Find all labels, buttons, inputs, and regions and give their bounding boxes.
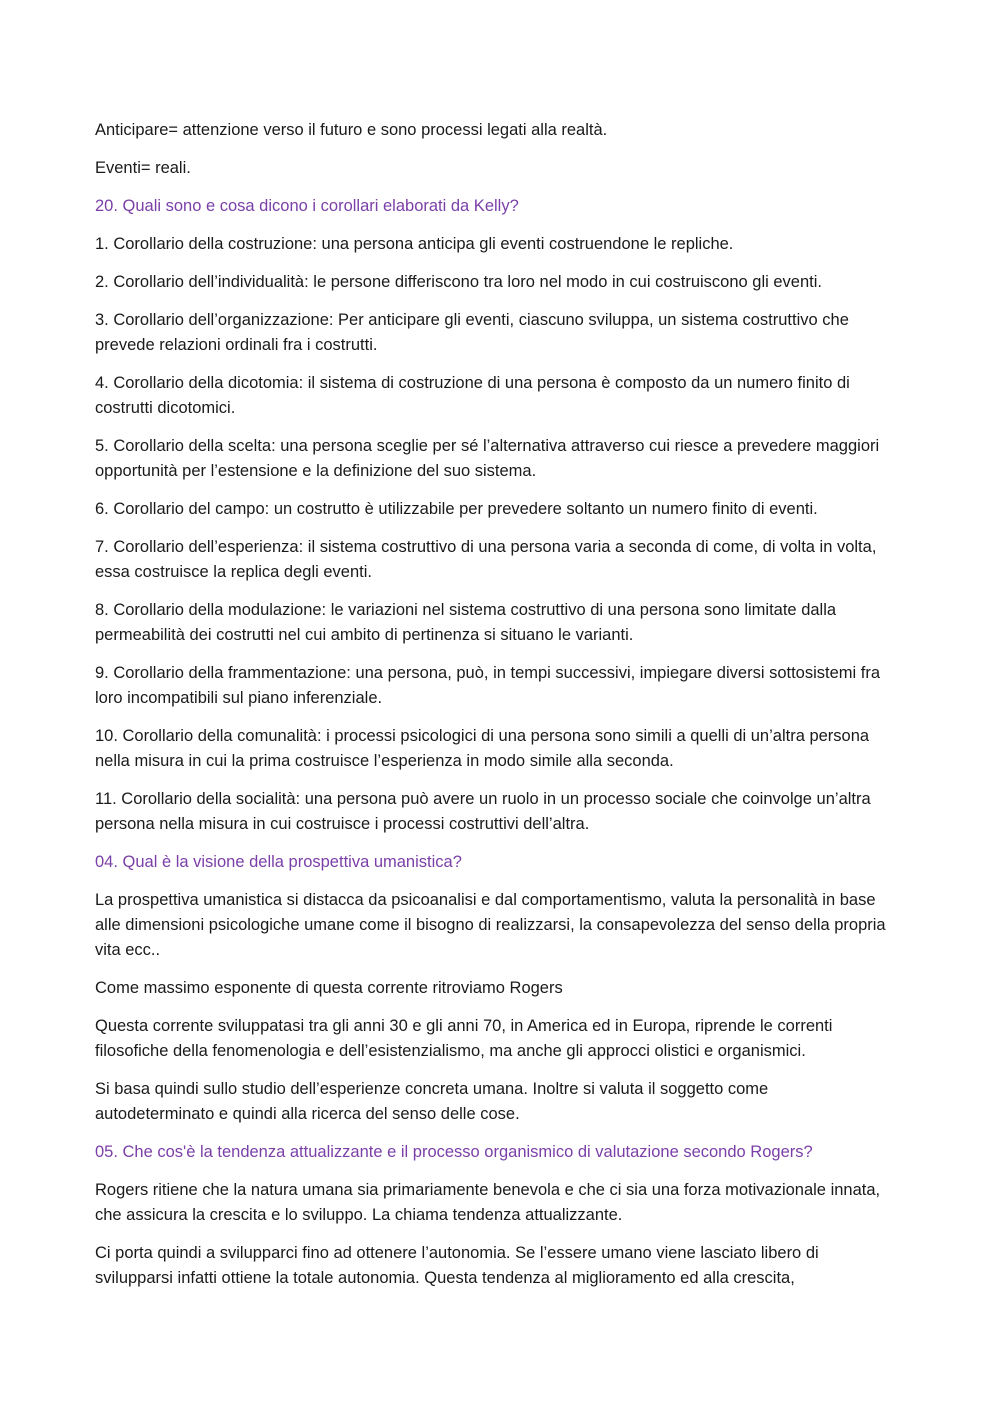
paragraph: Come massimo esponente di questa corrente ritroviamo Rogers: [95, 979, 563, 997]
paragraph: Eventi= reali.: [95, 159, 191, 177]
paragraph: La prospettiva umanistica si distacca da psicoanalisi e dal comportamentismo, valuta la personalità in base alle dimensioni psicologiche umane come il bisogno di realizzarsi, la consapevolezza del senso della propria vita ecc..: [95, 891, 886, 959]
corollary-item: 4. Corollario della dicotomia: il sistema di costruzione di una persona è composto da un numero finito di costrutti dicotomici.: [95, 374, 850, 417]
question-heading: 04. Qual è la visione della prospettiva umanistica?: [95, 853, 462, 871]
corollary-item: 8. Corollario della modulazione: le variazioni nel sistema costruttivo di una persona sono limitate dalla permeabilità dei costrutti nel cui ambito di pertinenza si situano le varianti.: [95, 601, 837, 644]
paragraph: Si basa quindi sullo studio dell’esperienze concreta umana. Inoltre si valuta il soggetto come autodeterminato e quindi alla ricerca del senso delle cose.: [95, 1080, 769, 1123]
paragraph: Rogers ritiene che la natura umana sia primariamente benevola e che ci sia una forza motivazionale innata, che assicura la crescita e lo sviluppo. La chiama tendenza attualizzante.: [95, 1181, 881, 1224]
corollary-item: 5. Corollario della scelta: una persona sceglie per sé l’alternativa attraverso cui riesce a prevedere maggiori opportunità per l’estensione e la definizione del suo sistema.: [95, 437, 880, 480]
corollary-item: 7. Corollario dell’esperienza: il sistema costruttivo di una persona varia a seconda di come, di volta in volta, essa costruisce la replica degli eventi.: [95, 538, 877, 581]
question-heading: 20. Quali sono e cosa dicono i corollari elaborati da Kelly?: [95, 197, 519, 215]
paragraph: Anticipare= attenzione verso il futuro e sono processi legati alla realtà.: [95, 121, 608, 139]
corollary-item: 11. Corollario della socialità: una persona può avere un ruolo in un processo sociale che coinvolge un’altra persona nella misura in cui costruisce i processi costruttivi dell’altra.: [95, 790, 871, 833]
paragraph: Questa corrente sviluppatasi tra gli anni 30 e gli anni 70, in America ed in Europa, riprende le correnti filosofiche della fenomenologia e dell’esistenzialismo, ma anche gli approcci olistici e organismici.: [95, 1017, 833, 1060]
corollary-item: 10. Corollario della comunalità: i processi psicologici di una persona sono simili a quelli di un’altra persona nella misura in cui la prima costruisce l’esperienza in modo simile alla seconda.: [95, 727, 870, 770]
paragraph: Ci porta quindi a svilupparci fino ad ottenere l’autonomia. Se l’essere umano viene lasciato libero di svilupparsi infatti ottiene la totale autonomia. Questa tendenza al miglioramento ed alla crescita,: [95, 1244, 819, 1287]
corollary-item: 6. Corollario del campo: un costrutto è utilizzabile per prevedere soltanto un numero finito di eventi.: [95, 500, 818, 518]
corollary-item: 2. Corollario dell’individualità: le persone differiscono tra loro nel modo in cui costruiscono gli eventi.: [95, 273, 822, 291]
corollary-item: 1. Corollario della costruzione: una persona anticipa gli eventi costruendone le repliche.: [95, 235, 734, 253]
corollary-item: 9. Corollario della frammentazione: una persona, può, in tempi successivi, impiegare diversi sottosistemi fra loro incompatibili sul piano inferenziale.: [95, 664, 881, 707]
corollary-item: 3. Corollario dell’organizzazione: Per anticipare gli eventi, ciascuno sviluppa, un sistema costruttivo che prevede relazioni ordinali fra i costrutti.: [95, 311, 849, 354]
question-heading: 05. Che cos'è la tendenza attualizzante e il processo organismico di valutazione secondo Rogers?: [95, 1143, 813, 1161]
